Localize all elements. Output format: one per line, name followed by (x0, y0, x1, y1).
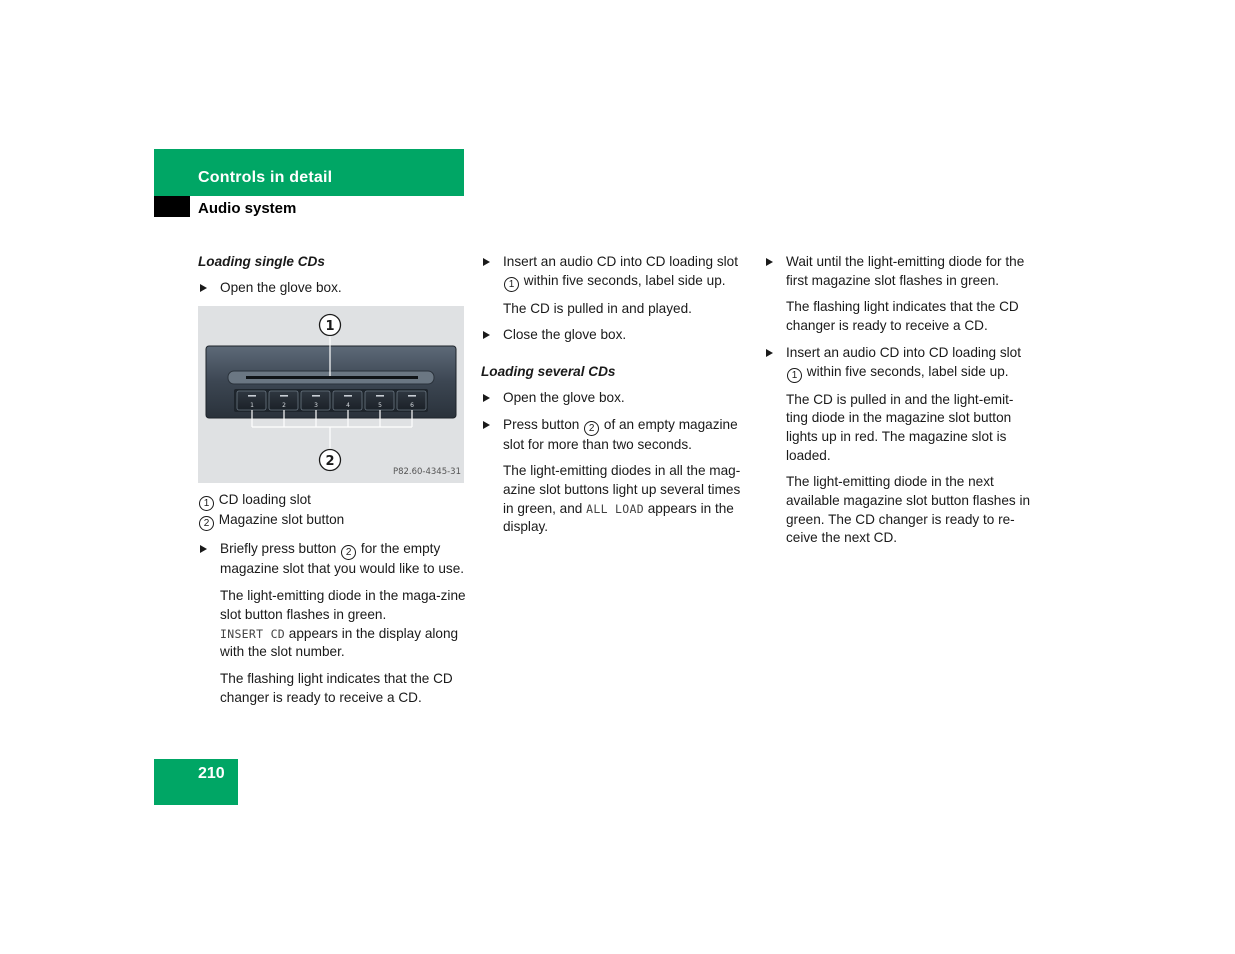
section-title: Controls in detail (198, 169, 333, 186)
para-all-leds-light-up: The light-emitting diodes in all the mag-azine slot buttons light up several times in green, and ALL LOAD appears in the display. (503, 463, 741, 535)
step-close-glove-box: Close the glove box. (481, 326, 749, 345)
step-open-glove-box: Open the glove box. (198, 279, 466, 298)
step-wait-for-led: Wait until the light-emitting diode for the first magazine slot flashes in green. (764, 253, 1032, 290)
arrow-bullet-icon (766, 258, 773, 266)
button-label-4: 4 (346, 402, 350, 410)
subsection-title: Audio system (198, 200, 297, 217)
arrow-bullet-icon (483, 421, 490, 429)
figure-legend (198, 491, 466, 531)
step-press-button-long: Press button 2 of an empty magazine slot for more than two seconds. (481, 416, 749, 455)
led-1 (248, 395, 256, 397)
arrow-bullet-icon (483, 394, 490, 402)
heading-loading-single-cds: Loading single CDs (198, 254, 325, 269)
callout-number: 1 (787, 368, 802, 383)
button-label-1: 1 (250, 402, 254, 410)
para-slot-loaded: The CD is pulled in and the light-emit-ting diode in the magazine slot button lights up in red. The magazine slot is loaded. (786, 391, 1014, 463)
step-open-glove-box-2: Open the glove box. (481, 389, 749, 408)
led-2 (280, 395, 288, 397)
led-6 (408, 395, 416, 397)
step-press-button: Briefly press button 2 for the empty magazine slot that you would like to use. (198, 540, 466, 579)
cd-changer-illustration (198, 306, 464, 483)
callout-number: 2 (199, 516, 214, 531)
arrow-bullet-icon (483, 258, 490, 266)
arrow-bullet-icon (200, 284, 207, 292)
callout-1-label: 1 (325, 319, 335, 335)
figure-code: P82.60-4345-31 (392, 466, 461, 477)
para-next-slot: The light-emitting diode in the next available magazine slot button flashes in green. The CD changer is ready to re-ceive the next CD. (786, 474, 1031, 546)
column-3 (764, 253, 1032, 556)
para-cd-pulled-in: The CD is pulled in and played. (503, 300, 692, 316)
callout-2-label: 2 (325, 454, 335, 470)
callout-number: 2 (584, 421, 599, 436)
button-label-3: 3 (314, 402, 318, 410)
column-1 (198, 253, 466, 715)
callout-number: 1 (199, 496, 214, 511)
page-number-tab (154, 759, 238, 805)
legend-item-magazine-slot-button: 2 Magazine slot button (198, 511, 466, 531)
para-flashing-light: The flashing light indicates that the CD changer is ready to receive a CD. (786, 299, 1019, 334)
display-text-insert-cd: INSERT CD (220, 626, 286, 641)
arrow-bullet-icon (483, 331, 490, 339)
callout-number: 1 (504, 277, 519, 292)
led-4 (344, 395, 352, 397)
para-ready-to-receive: The flashing light indicates that the CD changer is ready to receive a CD. (220, 670, 453, 705)
button-label-5: 5 (378, 402, 382, 410)
arrow-bullet-icon (766, 349, 773, 357)
display-text-all-load: ALL LOAD (586, 501, 644, 516)
page-number: 210 (198, 765, 225, 782)
step-insert-cd: Insert an audio CD into CD loading slot 1 within five seconds, label side up. (481, 253, 749, 292)
button-label-2: 2 (282, 402, 286, 410)
header-black-tab (154, 196, 190, 217)
callout-number: 2 (341, 545, 356, 560)
led-5 (376, 395, 384, 397)
cd-changer-figure (198, 306, 464, 483)
step-insert-cd-2: Insert an audio CD into CD loading slot 1 within five seconds, label side up. (764, 344, 1032, 383)
cd-slot-opening (246, 376, 418, 379)
heading-loading-several-cds: Loading several CDs (481, 364, 616, 380)
para-led-flashes: The light-emitting diode in the maga-zine slot button flashes in green. INSERT CD appears in the display along with the slot number. (220, 588, 466, 660)
led-3 (312, 395, 320, 397)
arrow-bullet-icon (200, 545, 207, 553)
column-2 (481, 253, 749, 545)
button-label-6: 6 (410, 402, 414, 410)
legend-item-cd-loading-slot: 1 CD loading slot (198, 491, 466, 511)
